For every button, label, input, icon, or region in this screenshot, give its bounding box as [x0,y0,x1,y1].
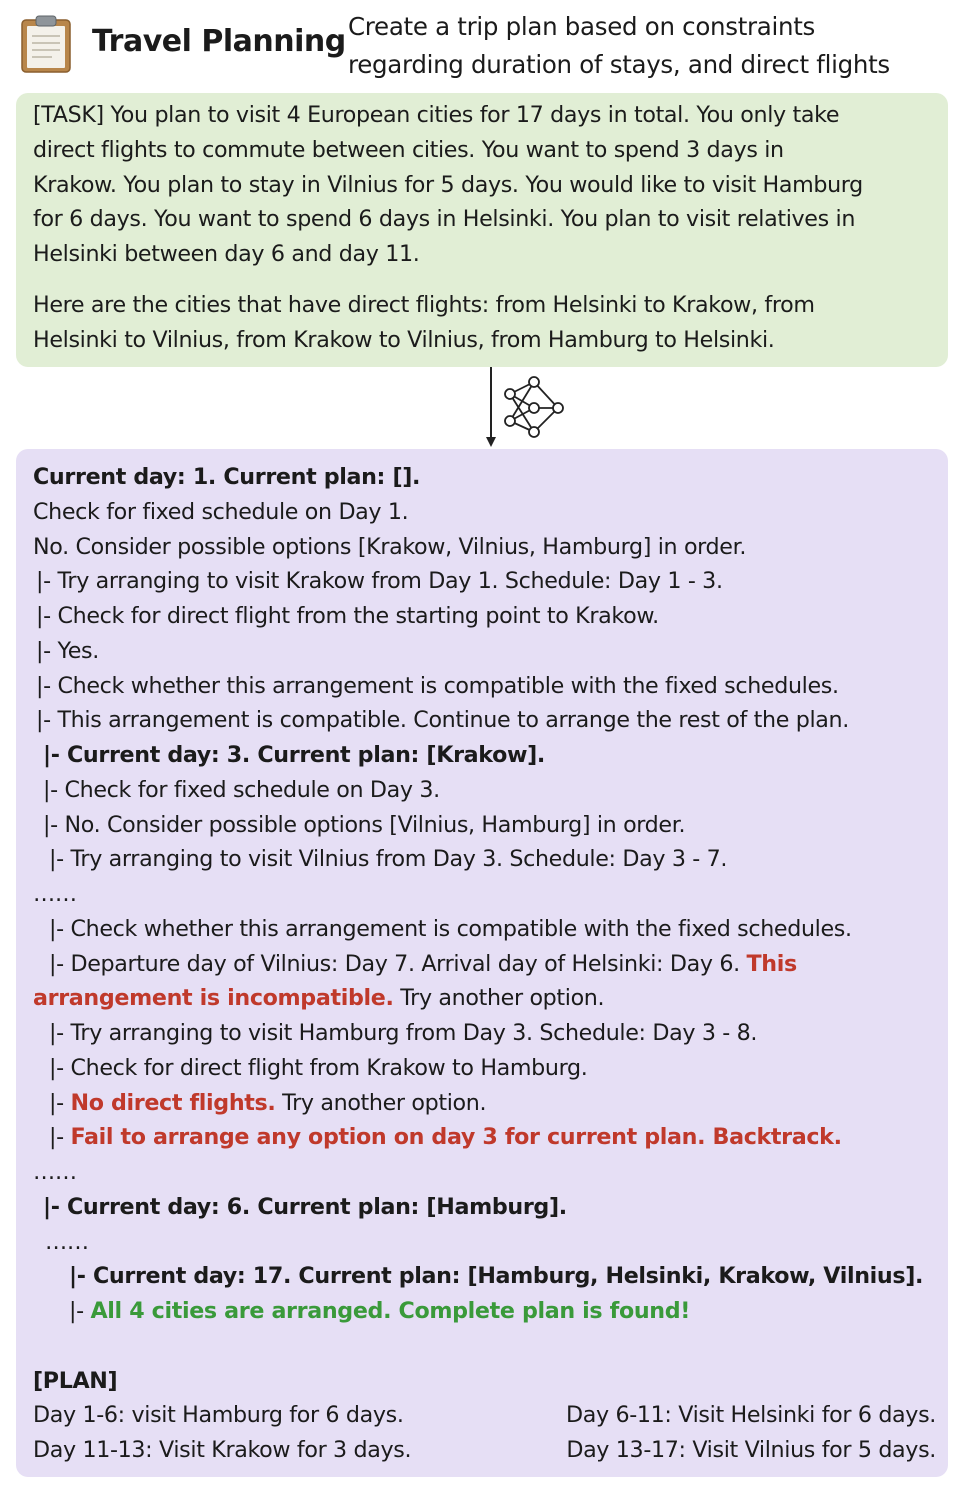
subtitle-line: regarding duration of stays, and direct flights [348,50,890,79]
trace-line [33,1120,938,1155]
ellipsis: …… [33,881,77,907]
page-subtitle [348,8,890,84]
backtrack-highlight: Fail to arrange any option on day 3 for current plan. Backtrack. [70,1124,842,1151]
trace-line: |- Current day: 3. Current plan: [Krakow]. [43,742,546,768]
neural-network-icon [500,375,570,441]
trace-line: |- Current day: 6. Current plan: [Hamburg]. [43,1193,567,1220]
trace-line [33,1086,938,1121]
ellipsis: …… [33,1159,77,1185]
trace-line [33,1294,938,1329]
task-line: Helsinki between day 6 and day 11. [33,241,420,268]
trace-line [33,947,938,982]
plan-row [33,1433,938,1468]
flights-paragraph [33,288,938,358]
trace-line: Current day: 1. Current plan: []. [33,464,421,490]
task-line: [TASK] You plan to visit 4 European cities for 17 days in total. You only take [33,102,840,128]
trace-line: |- Check whether this arrangement is compatible with the fixed schedules. [36,672,839,699]
success-highlight: All 4 cities are arranged. Complete plan is found! [90,1298,691,1324]
clipboard-icon [20,14,72,74]
trace-line: |- Current day: 17. Current plan: [Hamburg, Helsinki, Krakow, Vilnius]. [69,1263,924,1290]
trace-text: |- [69,1298,91,1324]
incompatible-highlight: arrangement is incompatible. [33,985,394,1012]
plan-item: Day 11-13: Visit Krakow for 3 days. [33,1437,412,1463]
trace-line: |- This arrangement is compatible. Continue to arrange the rest of the plan. [36,707,849,734]
task-line: Krakow. You plan to stay in Vilnius for 5 days. You would like to visit Hamburg [33,171,863,198]
task-line: Helsinki to Vilnius, from Krakow to Vilnius, from Hamburg to Helsinki. [33,326,775,353]
task-line: for 6 days. You want to spend 6 days in Helsinki. You plan to visit relatives in [33,206,856,233]
header [0,0,964,88]
trace-line: |- Try arranging to visit Hamburg from Day 3. Schedule: Day 3 - 8. [49,1020,758,1046]
trace-text: |- [49,1089,71,1116]
trace-line: |- Check for direct flight from the starting point to Krakow. [36,603,659,629]
trace-line: |- No. Consider possible options [Vilnius, Hamburg] in order. [43,811,686,838]
subtitle-line: Create a trip plan based on constraints [348,12,816,41]
trace-line: |- Check whether this arrangement is compatible with the fixed schedules. [49,915,852,942]
page-title: Travel Planning [92,24,346,59]
trace-text: |- [49,1124,71,1151]
task-line: Here are the cities that have direct flights: from Helsinki to Krakow, from [33,291,815,318]
task-line: direct flights to commute between cities. You want to spend 3 days in [33,136,784,163]
reasoning-trace-box [16,449,948,1477]
plan-item: Day 1-6: visit Hamburg for 6 days. [33,1402,404,1429]
ellipsis: …… [45,1228,89,1255]
flow-connector [478,367,578,451]
incompatible-highlight: This [746,950,797,977]
trace-line: |- Yes. [36,637,99,664]
trace-text: Try another option. [275,1089,487,1116]
trace-line: No. Consider possible options [Krakow, Vilnius, Hamburg] in order. [33,533,747,560]
plan-item: Day 13-17: Visit Vilnius for 5 days. [566,1437,936,1463]
trace-line: |- Check for fixed schedule on Day 3. [43,776,440,803]
plan-item: Day 6-11: Visit Helsinki for 6 days. [566,1402,936,1429]
trace-line [33,981,938,1016]
no-flights-highlight: No direct flights. [70,1089,276,1116]
plan-heading: [PLAN] [33,1367,118,1394]
task-paragraph [33,98,938,272]
trace-text: Try another option. [393,985,605,1012]
trace-line: |- Try arranging to visit Vilnius from Day 3. Schedule: Day 3 - 7. [49,846,728,873]
task-box [16,93,948,367]
spacer [33,1329,938,1364]
trace-line: Check for fixed schedule on Day 1. [33,498,409,525]
trace-line: |- Try arranging to visit Krakow from Day 1. Schedule: Day 1 - 3. [36,568,723,595]
trace-line: |- Check for direct flight from Krakow to Hamburg. [49,1054,588,1081]
plan-row [33,1398,938,1433]
trace-text: |- Departure day of Vilnius: Day 7. Arrival day of Helsinki: Day 6. [49,950,747,977]
